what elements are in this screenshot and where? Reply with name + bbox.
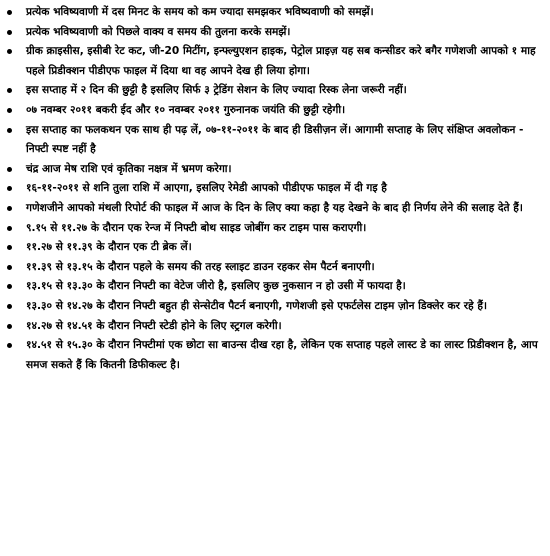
list-item-text: १४.५१ से १५.३० के दौरान निफ्टीमां एक छोटा सा बाउन्स दीख रहा है, लेकिन एक सप्ताह पहले लास्ट डे का लास्ट प्रिडीक्शन है, आप समज सकते हैं कि कितनी डिफीकल्ट है। <box>26 339 538 371</box>
list-item <box>4 317 544 337</box>
bullet-icon <box>7 343 12 348</box>
list-item <box>4 23 544 43</box>
list-item <box>4 336 544 375</box>
list-item <box>4 258 544 278</box>
bullet-icon <box>7 128 12 133</box>
list-item <box>4 101 544 121</box>
list-item-text: प्रत्येक भविष्यवाणी में दस मिनट के समय को कम ज्यादा समझकर भविष्यवाणी को समझें। <box>26 6 374 18</box>
bullet-icon <box>7 30 12 35</box>
list-item <box>4 277 544 297</box>
bullet-icon <box>7 49 12 54</box>
list-item-text: १६-११-२०११ से शनि तुला राशि में आएगा, इसलिए रेमेडी आपको पीडीएफ फाइल में दी गइ है <box>26 182 387 195</box>
list-item <box>4 160 544 180</box>
list-item-text: चंद्र आज मेष राशि एवं कृतिका नक्षत्र में भ्रमण करेगा। <box>26 162 232 175</box>
bullet-icon <box>7 206 12 211</box>
list-item-text: १३.३० से १४.२७ के दौरान निफ्टी बहुत ही सेन्सेटीव पैटर्न बनाएगी, गणेशजी इसे एफर्टलेस टाइम ज़ोन डिक्लेर कर रहे हैं। <box>26 299 487 312</box>
bullet-icon <box>7 108 12 113</box>
list-item-text: ०७ नवम्बर २०११ बकरी ईद और १० नवम्बर २०११ गुरुनानक जयंति की छुट्टी रहेगी। <box>26 103 346 116</box>
bullet-icon <box>7 284 12 289</box>
list-item-text: ११.३९ से १३.१५ के दौरान पहले के समय की तरह स्लाइट डाउन रहकर सेम पैटर्न बनाएगी। <box>26 260 375 273</box>
list-item-text: ग्रीक क्राइसीस, इसीबी रेट कट, जी-20 मिटींग, इन्फ्ल्युएशन हाइक, पेट्रोल प्राइज़ यह सब कन्सीडर करे बगैर गणेशजी आपको १ माह पहले प्रिडीक्शन पीडीएफ फाइल में दिया था वह आपने देख ही लिया होगा। <box>26 45 536 77</box>
list-item <box>4 199 544 219</box>
list-item-text: गणेशजीने आपको मंथली रिपोर्ट की फाइल में आज के दिन के लिए क्या कहा है यह देखने के बाद ही निर्णय लेने की सलाह देते हैं। <box>26 201 523 214</box>
prediction-bullet-list <box>4 3 544 375</box>
list-item <box>4 3 544 23</box>
list-item-text: ११.२७ से ११.३९ के दौरान एक टी ब्रेक लें। <box>26 241 192 254</box>
bullet-icon <box>7 10 12 15</box>
bullet-icon <box>7 88 12 93</box>
list-item <box>4 121 544 160</box>
bullet-icon <box>7 245 12 250</box>
list-item <box>4 238 544 258</box>
list-item <box>4 179 544 199</box>
list-item <box>4 219 544 239</box>
list-item-text: १४.२७ से १४.५१ के दौरान निफ्टी स्टेडी होने के लिए स्ट्रगल करेगी। <box>26 319 282 332</box>
bullet-icon <box>7 167 12 172</box>
bullet-icon <box>7 186 12 191</box>
list-item-text: १३.१५ से १३.३० के दौरान निफ्टी का वेटेज जीरो है, इसलिए कुछ नुकसान न हो उसी में फायदा है। <box>26 280 406 293</box>
bullet-icon <box>7 304 12 309</box>
list-item <box>4 297 544 317</box>
bullet-icon <box>7 265 12 270</box>
list-item-text: इस सप्ताह में २ दिन की छुट्टी है इसलिए सिर्फ ३ ट्रेडिंग सेशन के लिए ज्यादा रिस्क लेना जरूरी नहीं। <box>26 84 407 97</box>
list-item-text: ९.१५ से ११.२७ के दौरान एक रेन्ज में निफ्टी बोथ साइड जोबींग कर टाइम पास कराएगी। <box>26 221 367 234</box>
list-item <box>4 42 544 81</box>
bullet-icon <box>7 324 12 329</box>
list-item-text: प्रत्येक भविष्यवाणी को पिछले वाक्य व समय की तुलना करके समझें। <box>26 25 291 38</box>
list-item <box>4 81 544 101</box>
bullet-icon <box>7 226 12 231</box>
list-item-text: इस सप्ताह का फलकथन एक साथ ही पढ़ लें, ०७-११-२०११ के बाद ही डिसीज़न लें। आगामी सप्ताह के लिए संक्षिप्त अवलोकन - निफ्टी स्पष्ट नहीं है <box>26 123 524 156</box>
